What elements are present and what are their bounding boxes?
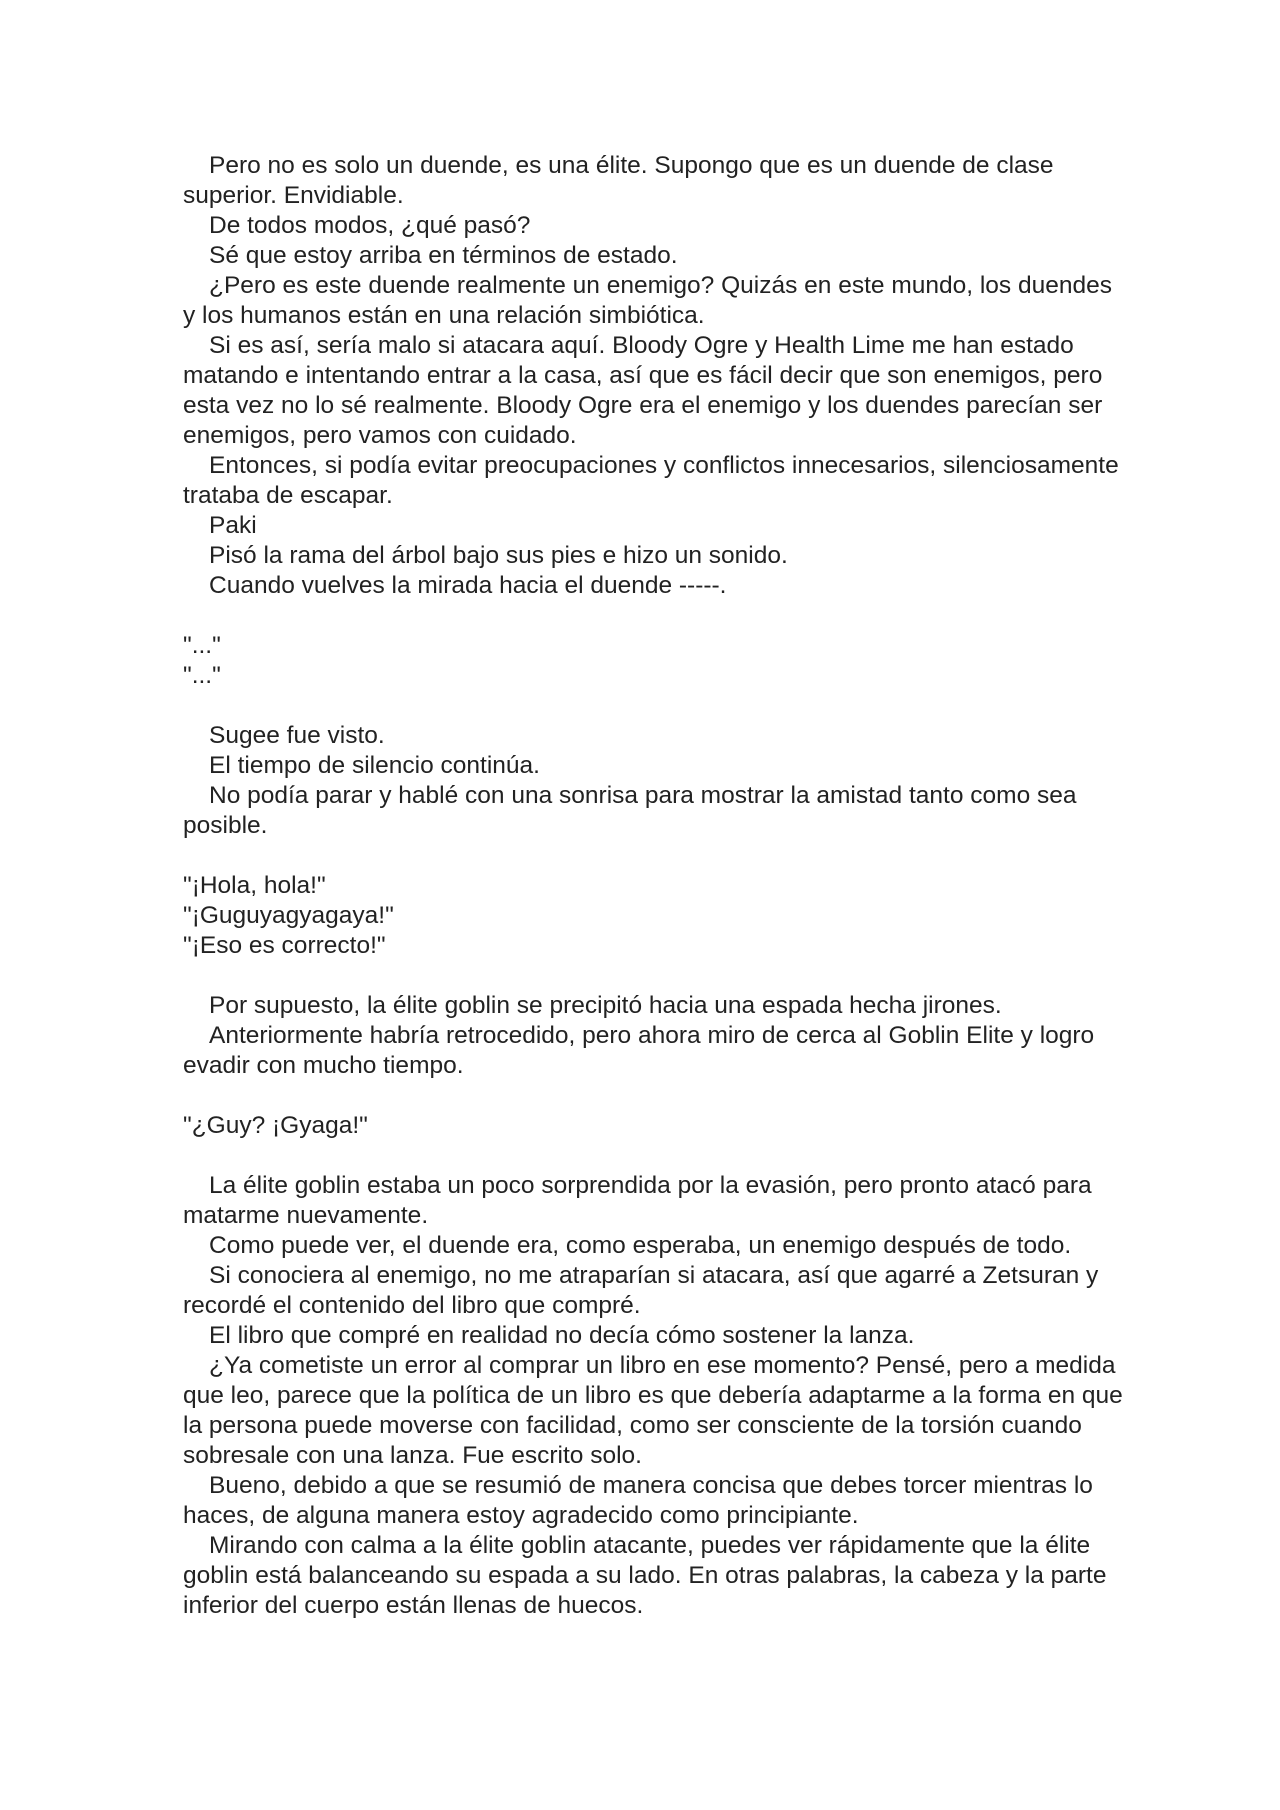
paragraph: Pisó la rama del árbol bajo sus pies e hizo un sonido. [209,542,788,569]
paragraph: Pero no es solo un duende, es una élite. Supongo que es un duende de clase superior. Envidiable. [183,152,1061,209]
dialogue-line: "¡Eso es correcto!" [183,932,386,959]
paragraph: Cuando vuelves la mirada hacia el duende -----. [209,572,727,599]
dialogue-line: "..." [183,632,221,659]
paragraph-gap [183,601,1123,631]
paragraph: La élite goblin estaba un poco sorprendida por la evasión, pero pronto atacó para matarme nuevamente. [183,1172,1099,1229]
paragraph-gap [183,1141,1123,1171]
paragraph: ¿Pero es este duende realmente un enemigo? Quizás en este mundo, los duendes y los humanos están en una relación simbiótica. [183,272,1119,329]
paragraph: Por supuesto, la élite goblin se precipitó hacia una espada hecha jirones. [209,992,1002,1019]
paragraph: Sugee fue visto. [209,722,385,749]
dialogue-line: "¡Hola, hola!" [183,872,326,899]
paragraph: Si conociera al enemigo, no me atraparían si atacara, así que agarré a Zetsuran y recordé el contenido del libro que compré. [183,1262,1106,1319]
paragraph-gap [183,691,1123,721]
paragraph: El libro que compré en realidad no decía cómo sostener la lanza. [209,1322,915,1349]
document-page [183,151,1130,1621]
paragraph: Paki [209,512,257,539]
paragraph: Si es así, sería malo si atacara aquí. Bloody Ogre y Health Lime me han estado matando e intentando entrar a la casa, así que es fácil decir que son enemigos, pero esta vez no lo sé realmente. Bloody Ogre era el enemigo y los duendes parecían ser enemigos, pero vamos con cuidado. [183,332,1110,449]
paragraph: El tiempo de silencio continúa. [209,752,540,779]
paragraph-gap [183,961,1123,991]
dialogue-line: "..." [183,662,221,689]
paragraph-gap [183,1081,1123,1111]
paragraph: Bueno, debido a que se resumió de manera concisa que debes torcer mientras lo haces, de alguna manera estoy agradecido como principiante. [183,1472,1100,1529]
paragraph: Mirando con calma a la élite goblin atacante, puedes ver rápidamente que la élite goblin está balanceando su espada a su lado. En otras palabras, la cabeza y la parte inferior del cuerpo están llenas de huecos. [183,1532,1114,1619]
paragraph-gap [183,841,1123,871]
dialogue-line: "¡Guguyagyagaya!" [183,902,394,929]
paragraph: No podía parar y hablé con una sonrisa para mostrar la amistad tanto como sea posible. [183,782,1084,839]
paragraph: Sé que estoy arriba en términos de estado. [209,242,678,269]
paragraph: ¿Ya cometiste un error al comprar un libro en ese momento? Pensé, pero a medida que leo, parece que la política de un libro es que debería adaptarme a la forma en que la persona puede moverse con facilidad, como ser consciente de la torsión cuando sobresale con una lanza. Fue escrito solo. [183,1352,1130,1469]
dialogue-line: "¿Guy? ¡Gyaga!" [183,1112,368,1139]
paragraph: De todos modos, ¿qué pasó? [209,212,531,239]
paragraph: Entonces, si podía evitar preocupaciones y conflictos innecesarios, silenciosamente trataba de escapar. [183,452,1126,509]
paragraph: Anteriormente habría retrocedido, pero ahora miro de cerca al Goblin Elite y logro evadir con mucho tiempo. [183,1022,1101,1079]
paragraph: Como puede ver, el duende era, como esperaba, un enemigo después de todo. [209,1232,1072,1259]
